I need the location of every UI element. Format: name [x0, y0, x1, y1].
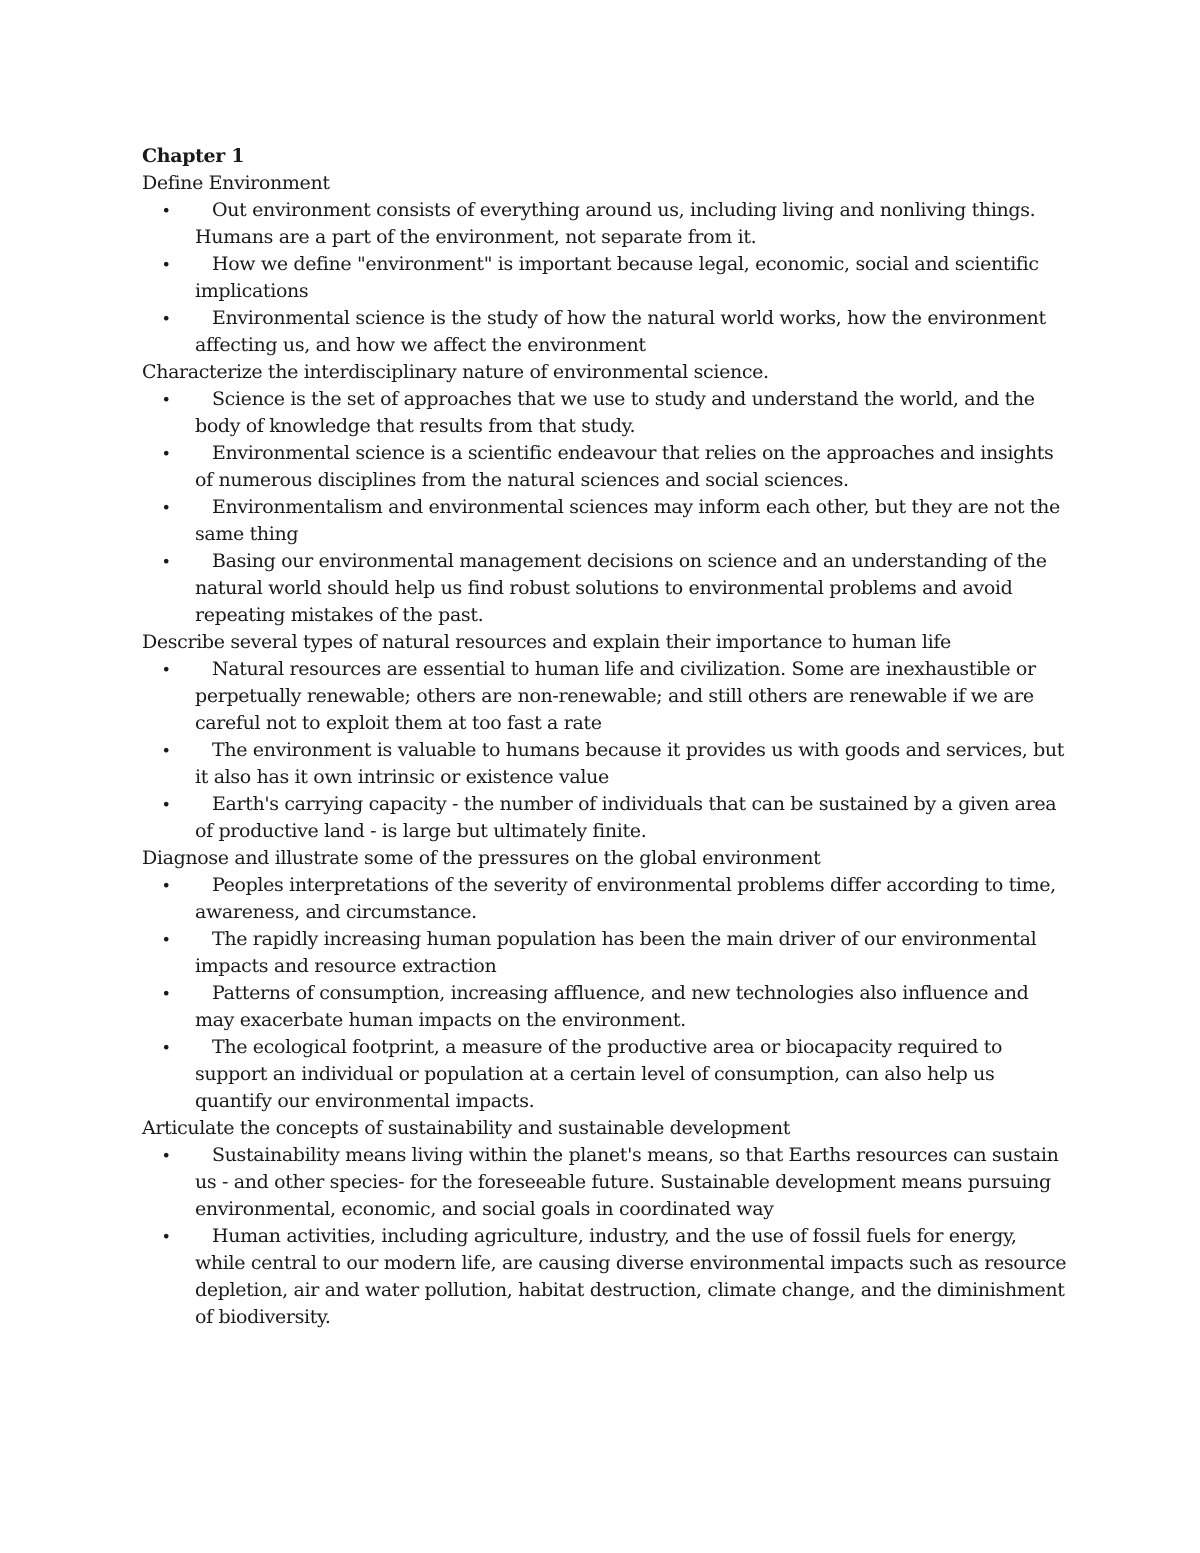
bullet-text: Environmental science is a scientific endeavour that relies on the approaches and insights of numerous disciplines from the natural sciences and social sciences.	[195, 442, 1054, 491]
bullet-item	[142, 926, 1072, 980]
bullet-text: Environmentalism and environmental sciences may inform each other, but they are not the same thing	[195, 496, 1060, 545]
bullet-icon: •	[161, 660, 171, 679]
bullet-text: Science is the set of approaches that we use to study and understand the world, and the body of knowledge that results from that study.	[195, 388, 1035, 437]
bullet-item	[142, 1223, 1072, 1331]
bullet-icon: •	[161, 1038, 171, 1057]
bullet-text: The ecological footprint, a measure of the productive area or biocapacity required to support an individual or population at a certain level of consumption, can also help us quantify our environmental impacts.	[195, 1036, 1003, 1112]
bullet-text: Environmental science is the study of how the natural world works, how the environment affecting us, and how we affect the environment	[195, 307, 1046, 356]
bullet-icon: •	[161, 876, 171, 895]
section-heading: Articulate the concepts of sustainability and sustainable development	[142, 1117, 790, 1139]
bullet-item	[142, 494, 1072, 548]
bullet-text: Sustainability means living within the planet's means, so that Earths resources can sustain us - and other species- for the foreseeable future. Sustainable development means pursuing environmental, economic, and social goals in coordinated way	[195, 1144, 1059, 1220]
section-define-environment	[142, 170, 1072, 359]
bullet-text: Earth's carrying capacity - the number of individuals that can be sustained by a given area of productive land - is large but ultimately finite.	[195, 793, 1057, 842]
bullet-icon: •	[161, 984, 171, 1003]
section-heading: Characterize the interdisciplinary nature of environmental science.	[142, 361, 769, 383]
bullet-icon: •	[161, 309, 171, 328]
section-global-pressures	[142, 845, 1072, 1115]
section-heading: Diagnose and illustrate some of the pressures on the global environment	[142, 847, 821, 869]
bullet-item	[142, 197, 1072, 251]
section-heading: Describe several types of natural resources and explain their importance to human life	[142, 631, 951, 653]
bullet-item	[142, 872, 1072, 926]
bullet-list	[142, 197, 1072, 359]
bullet-item	[142, 440, 1072, 494]
bullet-text: Human activities, including agriculture, industry, and the use of fossil fuels for energy, while central to our modern life, are causing diverse environmental impacts such as resource depletion, air and water pollution, habitat destruction, climate change, and the diminishment of biodiversity.	[195, 1225, 1067, 1328]
bullet-icon: •	[161, 390, 171, 409]
bullet-text: The environment is valuable to humans because it provides us with goods and services, but it also has it own intrinsic or existence value	[195, 739, 1065, 788]
bullet-item	[142, 1142, 1072, 1223]
document-page	[142, 143, 1072, 1331]
section-heading: Define Environment	[142, 172, 330, 194]
bullet-icon: •	[161, 1146, 171, 1165]
bullet-text: Patterns of consumption, increasing affluence, and new technologies also influence and may exacerbate human impacts on the environment.	[195, 982, 1029, 1031]
bullet-icon: •	[161, 444, 171, 463]
bullet-item	[142, 548, 1072, 629]
bullet-text: Basing our environmental management decisions on science and an understanding of the natural world should help us find robust solutions to environmental problems and avoid repeating mistakes of the past.	[195, 550, 1047, 626]
bullet-item	[142, 251, 1072, 305]
bullet-icon: •	[161, 1227, 171, 1246]
chapter-title: Chapter 1	[142, 145, 245, 167]
bullet-icon: •	[161, 930, 171, 949]
bullet-item	[142, 791, 1072, 845]
bullet-item	[142, 386, 1072, 440]
bullet-icon: •	[161, 498, 171, 517]
bullet-list	[142, 656, 1072, 845]
bullet-icon: •	[161, 255, 171, 274]
bullet-icon: •	[161, 552, 171, 571]
bullet-text: Natural resources are essential to human life and civilization. Some are inexhaustible or perpetually renewable; others are non-renewable; and still others are renewable if we are careful not to exploit them at too fast a rate	[195, 658, 1036, 734]
bullet-text: How we define "environment" is important because legal, economic, social and scientific implications	[195, 253, 1039, 302]
section-interdisciplinary	[142, 359, 1072, 629]
section-sustainability	[142, 1115, 1072, 1331]
bullet-list	[142, 872, 1072, 1115]
bullet-text: Peoples interpretations of the severity of environmental problems differ according to time, awareness, and circumstance.	[195, 874, 1056, 923]
bullet-list	[142, 386, 1072, 629]
bullet-text: Out environment consists of everything around us, including living and nonliving things. Humans are a part of the environment, not separate from it.	[195, 199, 1036, 248]
bullet-text: The rapidly increasing human population has been the main driver of our environmental impacts and resource extraction	[195, 928, 1037, 977]
bullet-icon: •	[161, 741, 171, 760]
bullet-item	[142, 980, 1072, 1034]
bullet-list	[142, 1142, 1072, 1331]
section-natural-resources	[142, 629, 1072, 845]
bullet-item	[142, 1034, 1072, 1115]
bullet-item	[142, 305, 1072, 359]
bullet-icon: •	[161, 795, 171, 814]
bullet-item	[142, 656, 1072, 737]
bullet-item	[142, 737, 1072, 791]
bullet-icon: •	[161, 201, 171, 220]
